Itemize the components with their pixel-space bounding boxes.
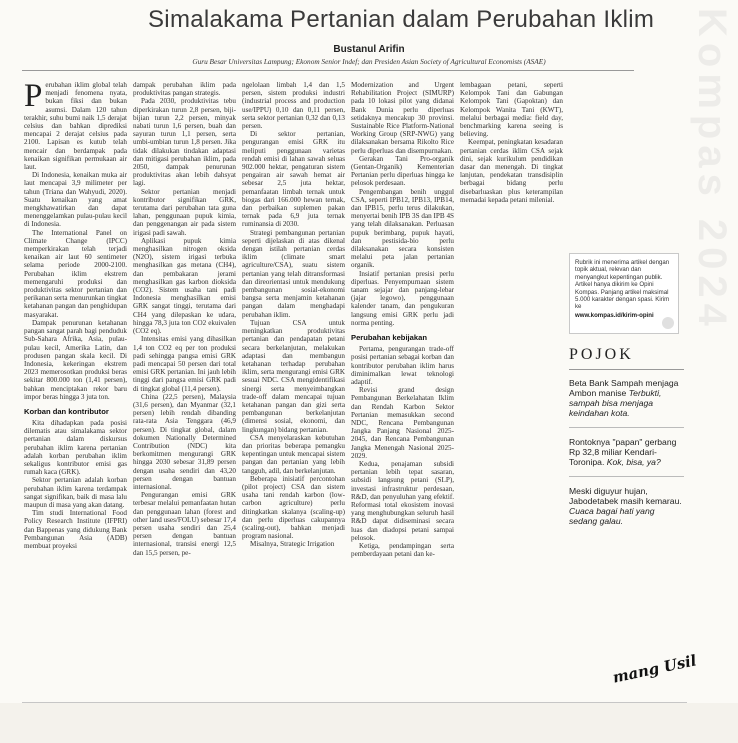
paragraph: Di sektor pertanian, pengurangan emisi GRK itu meliputi penggunaan varietas rendah emisi di lahan sawah seluas 902.000 hektar, pengaturan sistem pengairan air sawah hemat air sebesar 2,5 juta hektar, pemanfaatan limbah ternak untuk biogas dari 166.000 hewan ternak, dan perbaikan suplemen pakan ternak pada 6,9 juta ternak ruminansia di 2030. xyxy=(242,130,345,229)
article-column-1 xyxy=(24,81,127,697)
paragraph: Misalnya, Strategic Irrigation xyxy=(250,540,335,549)
pojok-statement: Beta Bank Sampah menjaga Ambon manise xyxy=(569,378,679,398)
article-title: Simalakama Pertanian dalam Perubahan Iklim xyxy=(148,6,655,33)
opini-submission-box xyxy=(569,253,679,334)
pojok-signature: mang Usil xyxy=(611,651,699,687)
page-bottom-margin xyxy=(0,703,738,743)
paragraph: Di Indonesia, kenaikan muka air laut mencapai 3,9 milimeter per tahun (Triana dan Wahyudi, 2020). Suatu kenaikan yang amat mengkhawatirkan dan dapat menenggelamkan pulau-pulau kecil di Indonesia. xyxy=(24,171,127,229)
paragraph: Tim studi International Food Policy Research Institute (IFPRI) dan Bappenas yang didukung Bank Pembangunan Asia (ADB) membuat proyeksi xyxy=(24,509,127,550)
paragraph: Strategi pembangunan pertanian seperti dijelaskan di atas dikenal dengan istilah pertanian cerdas iklim (climate smart agriculture/CSA), suatu sistem pertanian yang telah ditransformasi dan direorientasi untuk mendukung pembangunan sosial-ekonomi bangsa serta menjamin ketahanan pangan dalam menghadapi perubahan iklim. xyxy=(242,228,345,319)
paragraph: dampak perubahan iklim pada produktivitas pangan strategis. xyxy=(133,81,236,98)
paragraph: ngelolaan limbah 1,4 dan 1,5 persen, sistem produksi industri (industrial process and production use/IPPU) 0,10 dan 0,11 persen, serta sektor pertanian 0,32 dan 0,13 persen. xyxy=(242,81,345,131)
pojok-item xyxy=(569,486,684,535)
paragraph: The International Panel on Climate Change (IPCC) memperkirakan telah terjadi kenaikan air laut 60 sentimeter selama periode 2000-2100. Perubahan iklim ekstrem memengaruhi produksi dan produktivitas sektor pertanian dan perikanan serta menurunkan tingkat ketahanan pangan dan penghidupan masyarakat. xyxy=(24,228,127,319)
article-column-3 xyxy=(242,81,345,697)
paragraph: Keempat, peningkatan kesadaran pertanian cerdas iklim CSA sejak dini, sejak kurikulum pendidikan dasar dan menengah. Di tingkat lanjutan, pendekatan transdisiplin berbagai bidang perlu disebarluaskan plus keterampilan memadai kepada petani milenial. xyxy=(460,138,563,204)
article-column-5 xyxy=(460,81,563,697)
pojok-title: POJOK xyxy=(569,346,684,370)
section-heading-korban: Korban dan kontributor xyxy=(24,406,109,416)
pojok-statement: Rontoknya "papan" gerbang Rp 32,8 miliar Kendari-Toronipa. xyxy=(569,437,677,467)
opini-info-text: Rubrik ini menerima artikel dengan topik aktual, relevan dan menyangkut kepentingan publik. Artikel hanya dikirim ke Opini Kompas. Panjang artikel maksimal 5.000 karakter dengan spasi. Kirim ke xyxy=(575,259,670,311)
author-affiliation: Guru Besar Universitas Lampung; Ekonom Senior Indef; dan Presiden Asian Society of Agricultural Economists (ASAE) xyxy=(192,57,546,66)
kompas-logo-icon xyxy=(662,317,674,329)
paragraph: Pada 2030, produktivitas tebu diperkirakan turun 2,8 persen, biji-bijian turun 2,2 persen, minyak nabati turun 1,6 persen, buah dan sayuran turun 1,1 persen, serta umbi-umbian turun 1,8 persen. Jika tidak dilakukan tindakan adaptasi dan mitigasi perubahan iklim, pada 2050, dampak penurunan produktivitas akan lebih dahsyat lagi. xyxy=(133,97,236,188)
paragraph: Intensitas emisi yang dihasilkan 1,4 ton CO2 eq per ton produksi padi sehingga pangsa emisi GRK padi mencapai 50 persen dari total emisi GRK pertanian. Ini jauh lebih tinggi dari pangsa emisi GRK padi di tingkat global (11,4 persen). xyxy=(133,335,236,393)
paragraph: Pengurangan emisi GRK terbesar melalui pemanfaatan hutan dan penggunaan lahan (forest and other land uses/FOLU) sebesar 17,4 persen usaha sendiri dan 25,4 persen dengan bantuan internasional, transisi energi 12,5 dan 15,5 persen, pe- xyxy=(133,491,236,557)
author-name: Bustanul Arifin xyxy=(333,44,405,55)
paragraph: erubahan iklim global telah menjadi fenomena nyata, bukan fiksi dan bukan asumsi. Dalam 120 tahun terakhir, suhu bumi naik 1,5 derajat celsius dan bahkan diprediksi mencapai 2 derajat celsius pada 2100. Lapisan es kutub telah mencair dan berdampak pada kenaikan signifikan permukaan air laut. xyxy=(24,81,127,172)
paragraph: Kita dihadapkan pada posisi dilematis atau simalakama sektor pertanian dalam diskursus perubahan iklim karena pertanian adalah korban perubahan iklim sekaligus kontributor emisi gas rumah kaca (GRK). xyxy=(24,418,127,477)
pojok-statement: Meski diguyur hujan, Jabodetabek masih kemarau. xyxy=(569,486,682,506)
paragraph: CSA menyelaraskan kebutuhan dan prioritas beberapa pemangku kepentingan untuk mencapai sistem pangan dan pertanian yang lebih tangguh, adil, dan berkelanjutan. xyxy=(242,433,345,475)
paragraph: China (22,5 persen), Malaysia (31,6 persen), dan Myanmar (32,1 persen) lebih rendah dibanding rata-rata Asia Tenggara (46,9 persen). Di tingkat global, dalam dokumen Nationally Determined Contribution (NDC) kita berkomitmen mengurangi GRK hingga 2030 sebesar 31,89 persen dengan usaha sendiri dan 43,20 persen dengan bantuan internasional. xyxy=(133,392,236,491)
paragraph: Tujuan CSA untuk meningkatkan produktivitas pertanian dan pendapatan petani secara berkelanjutan, melakukan adaptasi dan membangun ketahanan terhadap perubahan iklim, serta mengurangi emisi GRK sesuai NDC. CSA mengidentifikasi sinergi serta menyeimbangkan trade-off dalam mencapai tujuan ketahanan pangan dan gizi serta pembangunan berkelanjutan (dimensi sosial, ekonomi, dan lingkungan) bidang pertanian. xyxy=(242,318,345,434)
newspaper-watermark: Kompas 2024 xyxy=(690,8,734,332)
opini-submission-link[interactable]: www.kompas.id/kirim-opini xyxy=(575,311,654,319)
pojok-reply: Cuaca bagai hati yang sedang galau. xyxy=(569,506,655,526)
header-divider xyxy=(22,70,634,71)
article-column-4 xyxy=(351,81,454,697)
pojok-reply: Kok, bisa, ya? xyxy=(606,457,661,467)
paragraph: Beberapa inisiatif percontohan (pilot project) CSA dan sistem usaha tani rendah karbon (low-carbon agriculture) perlu ditingkatkan skalanya (scaling-up) dan perlu diperluas cakupannya (scaling-out), bahkan menjadi program nasional. xyxy=(242,474,345,541)
paragraph: Kedua, penajaman subsidi pertanian lebih tepat sasaran, subsidi langsung petani (SLP), investasi infrastruktur perdesaan, R&D, dan penyuluhan yang efektif. Reformasi total ekosistem inovasi yang menghubungkan seluruh hasil R&D dapat didiseminasi secara luas dan diadopsi petani sampai pelosok. xyxy=(351,459,454,542)
drop-cap: P xyxy=(24,81,43,114)
paragraph: lembagaan petani, seperti Kelompok Tani dan Gabungan Kelompok Tani (Gapoktan) dan Kelompok Wanita Tani (KWT), melalui berbagai media: field day, benchmarking karena seeing is believing. xyxy=(460,81,563,139)
paragraph: Gerakan Tani Pro-organik (Gentan-Organik) Kementerian Pertanian perlu diperluas hingga ke pelosok perdesaan. xyxy=(351,154,454,188)
paragraph: Revisi grand design Pembangunan Berkelahatan Iklim dan Rendah Karbon Sektor Pertanian memasukkan second NDC, Rencana Pembangunan Jangka Panjang Nasional 2025-2045, dan Rencana Pembangunan Jangka Menengah Nasional 2025-2029. xyxy=(351,386,454,460)
paragraph: Sektor pertanian menjadi kontributor signifikan GRK, terutama dari perubahan tata guna lahan, penggunaan pupuk kimia, dan penggenangan air pada sistem irigasi padi sawah. xyxy=(133,187,236,237)
pojok-item xyxy=(569,378,684,428)
paragraph: Insiatif pertanian presisi perlu diperluas. Penyempurnaan sistem tanam sejajar dan panjang-lebar (jajar legowo), penggunaan kalender tanam, dan pengukuran langsung emisi GRK perlu jadi norma penting. xyxy=(351,269,454,327)
pojok-column xyxy=(569,346,684,698)
pojok-item xyxy=(569,437,684,477)
section-heading-kebijakan: Perubahan kebijakan xyxy=(351,333,427,343)
paragraph: Ketiga, pendampingan serta pemberdayaan petani dan ke- xyxy=(351,541,454,559)
paragraph: Pertama, pengurangan trade-off posisi pertanian sebagai korban dan kontributor perubahan iklim harus diminimalkan lewat teknologi adaptif. xyxy=(351,345,454,386)
paragraph: Modernization and Urgent Rehabilitation Project (SIMURP) pada 10 lokasi pilot yang didanai Bank Dunia perlu diperluas setidaknya mencakup 30 provinsi. Sustainable Rice Platform-National Working Group (SRP-NWG) yang dilaksanakan bersama Rikolto Rice perlu diperluas dan disempurnakan. xyxy=(351,81,454,155)
paragraph: Dampak penurunan ketahanan pangan sangat parah bagi penduduk Sub-Sahara Afrika, Asia, pulau-pulau kecil, Amerika Latin, dan produsen pangan skala kecil. Di Indonesia, kekeringan ekstrem 2023 memerosotkan produksi beras sekitar 800.000 ton (1,41 persen), bahkan menciptakan rekor baru impor beras hingga 3 juta ton. xyxy=(24,318,127,401)
paragraph: Sektor pertanian adalah korban perubahan iklim karena terdampak sangat signifikan, baik di masa lalu maupun di masa yang akan datang. xyxy=(24,476,127,509)
article-column-2 xyxy=(133,81,236,697)
paragraph: Aplikasi pupuk kimia menghasilkan nitrogen oksida (N2O), sistem irigasi terbuka menghasilkan gas metana (CH4), dan pembakaran jerami menghasilkan gas karbon dioksida (CO2). Sistem usaha tani padi Indonesia menghasilkan emisi GRK sangat tinggi, terutama dari CH4 yang dilepaskan ke udara, hingga 78,3 juta ton CO2 ekuivalen (CO2 eq). xyxy=(133,236,236,336)
pojok-reply: Terbukti, sampah bisa menjaga keindahan kota. xyxy=(569,388,662,418)
paragraph: Pengembangan benih unggul CSA, seperti IPB12, IPB13, IPB14, dan IPB15, perlu terus dilakukan, menyertai benih IPB 3S dan IPB 4S yang telah dilaksanakan. Perluasan pupuk berimbang, pupuk hayati, dan pestisida-bio perlu dilaksanakan secara konsisten melalui peta jalan pertanian organik. xyxy=(351,187,454,270)
